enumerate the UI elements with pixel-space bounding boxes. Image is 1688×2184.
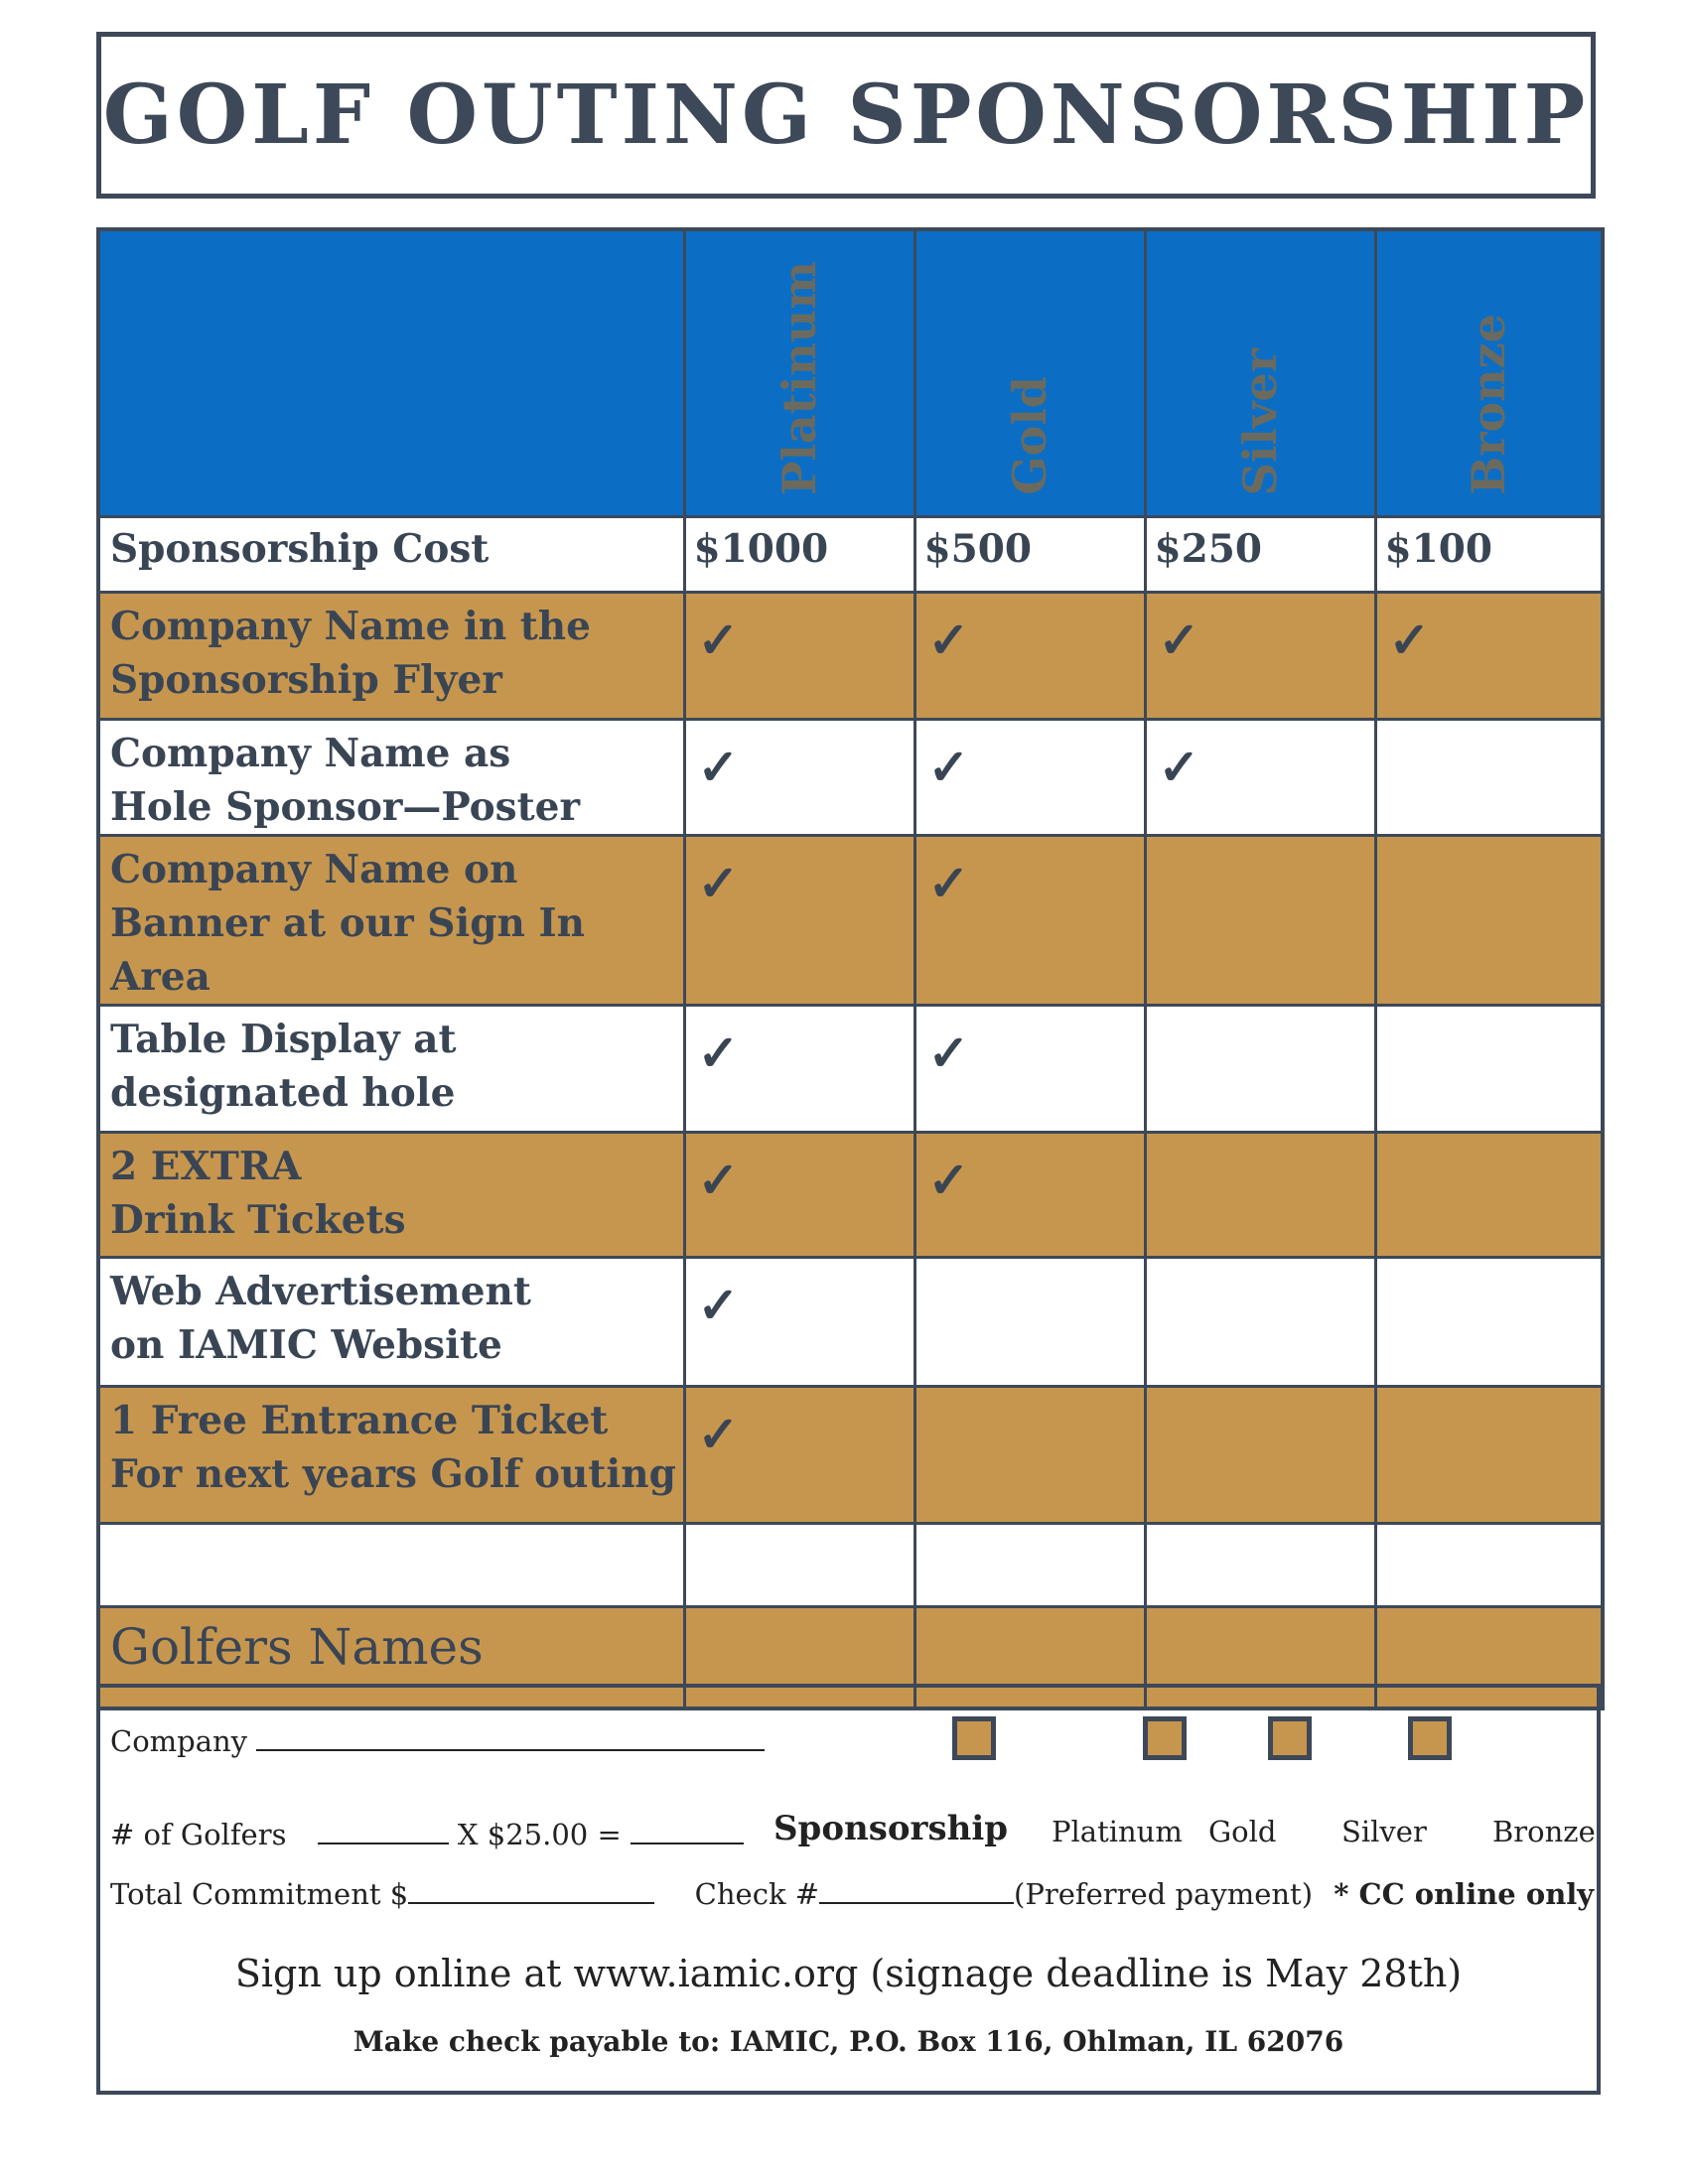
check-icon: ✓ (1158, 611, 1200, 669)
feature-label-line: Company Name as (110, 731, 511, 776)
tier-label: Bronze (1462, 314, 1516, 495)
total-line (110, 1874, 1594, 1911)
sponsorship-label: Sponsorship (774, 1809, 1009, 1848)
check-cell (1145, 1258, 1375, 1387)
feature-label-line: designated hole (110, 1070, 456, 1116)
feature-row (98, 593, 1603, 720)
check-icon: ✓ (927, 854, 970, 912)
feature-label (98, 1133, 684, 1258)
signup-online-text: Sign up online at www.iamic.org (signage deadline is May 28th) (234, 1952, 1463, 1995)
check-number-field[interactable] (819, 1874, 1014, 1904)
check-icon: ✓ (927, 1024, 970, 1082)
check-label: Check # (694, 1877, 820, 1911)
check-cell (1145, 593, 1375, 720)
check-icon: ✓ (927, 738, 970, 796)
total-field[interactable] (408, 1874, 654, 1904)
check-cell (684, 1133, 914, 1258)
golfers-total-field[interactable] (631, 1815, 744, 1844)
check-cell (1375, 1258, 1603, 1387)
check-icon: ✓ (927, 1151, 970, 1209)
feature-label-line: Drink Tickets (110, 1197, 406, 1243)
header-blank-cell (98, 229, 684, 517)
cost-row (98, 517, 1603, 593)
feature-label-line: Hole Sponsor—Poster (110, 784, 581, 830)
check-cell (1145, 720, 1375, 836)
feature-label (98, 593, 684, 720)
signup-form (96, 1684, 1601, 2095)
cc-online-text: * CC online only (1334, 1877, 1595, 1911)
feature-row (98, 1258, 1603, 1387)
feature-label-line: Company Name in the (110, 604, 591, 649)
feature-label (98, 1387, 684, 1524)
feature-label (98, 1258, 684, 1387)
check-cell (914, 720, 1145, 836)
cost-value: $250 (1145, 517, 1375, 593)
feature-label-line: on IAMIC Website (110, 1322, 502, 1368)
check-icon: ✓ (697, 854, 740, 912)
blank-row (98, 1524, 1603, 1607)
tier-label: Gold (1003, 376, 1056, 495)
feature-label-line: Web Advertisement (110, 1269, 531, 1314)
check-cell (684, 1258, 914, 1387)
tier-name-gold: Gold (1208, 1815, 1277, 1848)
title-box (96, 32, 1596, 199)
check-cell (684, 720, 914, 836)
check-cell (1375, 720, 1603, 836)
blank-cell (98, 1524, 684, 1607)
blank-cell (684, 1524, 914, 1607)
tier-label: Platinum (773, 260, 826, 495)
check-cell (684, 593, 914, 720)
golfers-count-label: # of Golfers (110, 1818, 287, 1851)
tier-name-platinum: Platinum (1052, 1815, 1183, 1848)
golfers-line (110, 1815, 744, 1851)
check-cell (914, 593, 1145, 720)
check-cell (1375, 836, 1603, 1006)
price-text: X $25.00 = (457, 1818, 622, 1851)
golfers-count-field[interactable] (318, 1815, 449, 1844)
feature-label-line: Table Display at (110, 1017, 457, 1062)
feature-row (98, 720, 1603, 836)
tier-header-bronze (1375, 229, 1603, 517)
feature-label-line: 1 Free Entrance Ticket (110, 1398, 609, 1443)
check-cell (914, 1387, 1145, 1524)
check-cell (684, 1006, 914, 1133)
feature-label-line: Company Name on (110, 847, 518, 892)
feature-label-line: 2 EXTRA (110, 1144, 302, 1189)
feature-row (98, 1133, 1603, 1258)
check-cell (1145, 1387, 1375, 1524)
check-icon: ✓ (697, 1151, 740, 1209)
check-icon: ✓ (1388, 611, 1431, 669)
check-cell (1375, 1006, 1603, 1133)
check-cell (914, 1258, 1145, 1387)
check-cell (1375, 1133, 1603, 1258)
feature-label (98, 1006, 684, 1133)
check-icon: ✓ (697, 1024, 740, 1082)
check-icon: ✓ (697, 1276, 740, 1334)
check-cell (1145, 1006, 1375, 1133)
tier-header-gold (914, 229, 1145, 517)
tier-header-row (98, 229, 1603, 517)
check-cell (914, 836, 1145, 1006)
tier-name-bronze: Bronze (1492, 1815, 1596, 1848)
sponsorship-table (96, 227, 1605, 1710)
feature-rows (98, 593, 1603, 1524)
blank-cell (1145, 1524, 1375, 1607)
gold-checkbox[interactable] (1143, 1716, 1187, 1760)
check-cell (1145, 1133, 1375, 1258)
feature-label-line: For next years Golf outing (110, 1451, 676, 1497)
company-field[interactable] (256, 1721, 765, 1751)
feature-row (98, 836, 1603, 1006)
check-cell (1145, 836, 1375, 1006)
feature-label-line: Sponsorship Flyer (110, 657, 502, 703)
silver-checkbox[interactable] (1268, 1716, 1312, 1760)
bronze-checkbox[interactable] (1408, 1716, 1452, 1760)
cost-value: $100 (1375, 517, 1603, 593)
blank-cell (1375, 1524, 1603, 1607)
tier-header-platinum (684, 229, 914, 517)
check-cell (914, 1006, 1145, 1133)
check-icon: ✓ (927, 611, 970, 669)
feature-label-line: Banner at our Sign In Area (110, 900, 586, 1000)
cost-value: $500 (914, 517, 1145, 593)
platinum-checkbox[interactable] (952, 1716, 996, 1760)
tier-label: Silver (1233, 347, 1287, 495)
blank-cell (914, 1524, 1145, 1607)
tier-header-silver (1145, 229, 1375, 517)
cost-label: Sponsorship Cost (98, 517, 684, 593)
payable-text: Make check payable to: IAMIC, P.O. Box 116, Ohlman, IL 62076 (352, 2025, 1344, 2058)
feature-label (98, 836, 684, 1006)
preferred-payment-text: (Preferred payment) (1014, 1877, 1314, 1911)
check-icon: ✓ (697, 1405, 740, 1463)
tier-name-silver: Silver (1341, 1815, 1427, 1848)
check-cell (1375, 593, 1603, 720)
feature-row (98, 1387, 1603, 1524)
page-title: GOLF OUTING SPONSORSHIP (102, 68, 1590, 163)
feature-row (98, 1006, 1603, 1133)
check-cell (684, 1387, 914, 1524)
check-cell (1375, 1387, 1603, 1524)
check-cell (914, 1133, 1145, 1258)
check-icon: ✓ (697, 611, 740, 669)
golfers-names-label: Golfers Names (98, 1607, 684, 1708)
check-icon: ✓ (1158, 738, 1200, 796)
total-label: Total Commitment $ (110, 1877, 409, 1911)
feature-label (98, 720, 684, 836)
company-label: Company (110, 1724, 248, 1758)
check-cell (684, 836, 914, 1006)
cost-value: $1000 (684, 517, 914, 593)
company-line (110, 1721, 765, 1758)
check-icon: ✓ (697, 738, 740, 796)
